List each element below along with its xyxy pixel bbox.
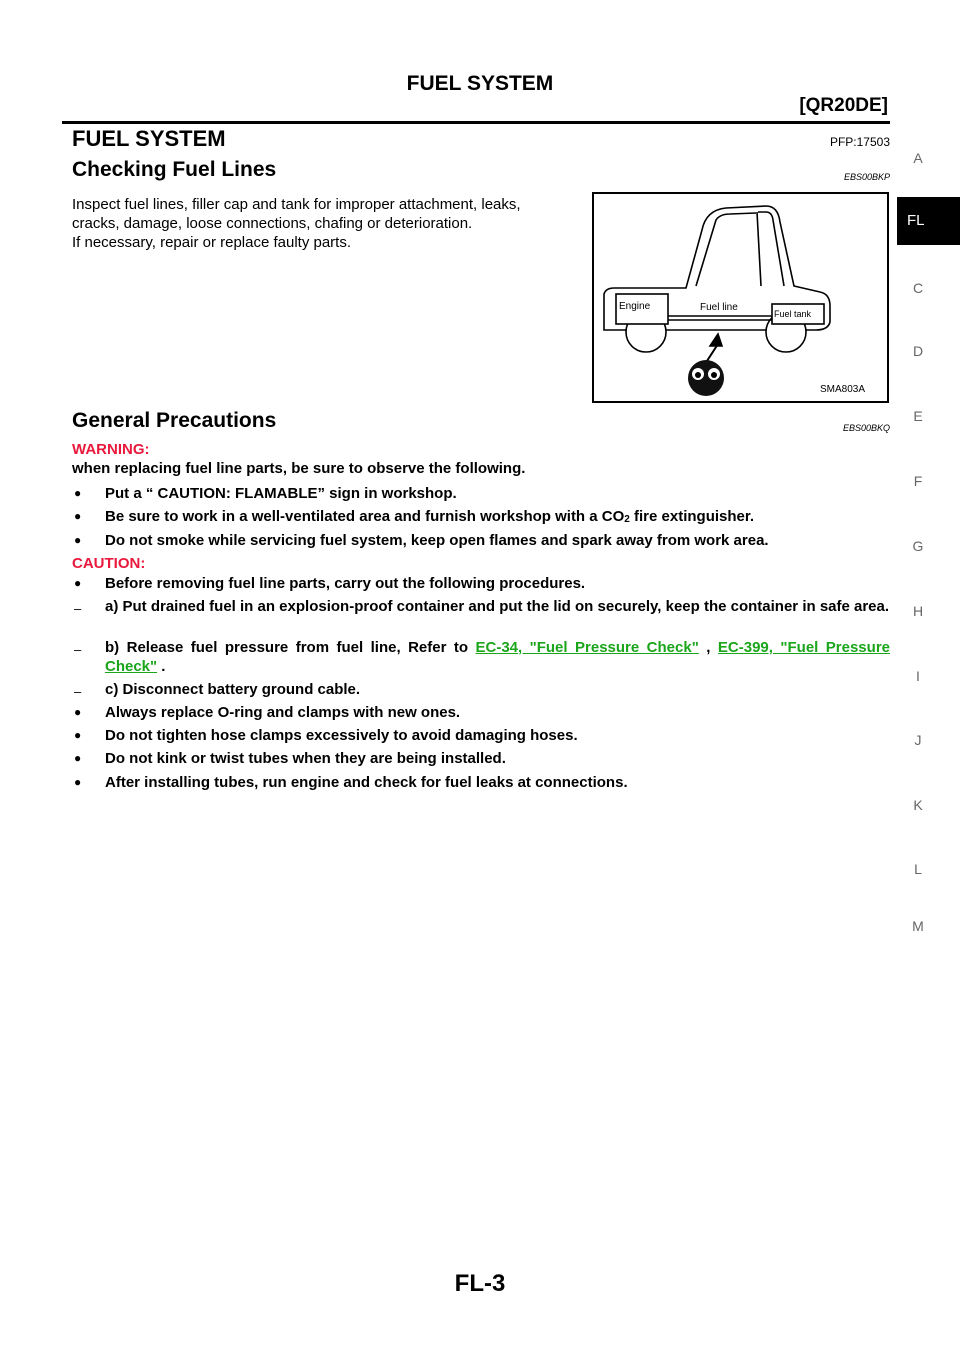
side-index-g[interactable]: G (912, 538, 924, 554)
side-index-k[interactable]: K (913, 797, 923, 813)
side-index-h[interactable]: H (912, 603, 924, 619)
bullet-icon: ● (74, 705, 82, 719)
checking-line: Inspect fuel lines, filler cap and tank for improper attachment, leaks, (72, 196, 521, 213)
figure-fuel-line-label: Fuel line (700, 302, 738, 313)
precautions-title: General Precautions (72, 409, 277, 432)
precautions-code: EBS00BKQ (842, 423, 890, 433)
dash-icon: – (74, 642, 82, 657)
checking-code: EBS00BKP (843, 172, 890, 182)
figure-code: SMA803A (820, 384, 866, 395)
side-index-d[interactable]: D (912, 343, 924, 359)
list-item-text: c) Disconnect battery ground cable. (105, 681, 361, 698)
refer-end: . (157, 658, 166, 675)
co2-subscript: 2 (624, 514, 630, 525)
list-item-text: Put a “ CAUTION: FLAMABLE” sign in workshop. (105, 485, 457, 502)
dash-icon: – (74, 601, 82, 616)
list-item-text: Always replace O-ring and clamps with new ones. (105, 704, 461, 721)
bullet-icon: ● (74, 576, 82, 590)
figure-engine-label: Engine (619, 301, 651, 312)
link-ec-34[interactable]: EC-34, "Fuel Pressure Check" (475, 639, 699, 656)
co2-text-pre: Be sure to work in a well-ventilated area and furnish workshop with a CO (105, 508, 625, 525)
side-index-l[interactable]: L (914, 861, 922, 877)
co2-text-post: fire extinguisher. (629, 508, 755, 525)
list-item-text: Do not tighten hose clamps excessively to avoid damaging hoses. (105, 727, 578, 744)
header-rule (62, 121, 890, 124)
caution-label: CAUTION: (72, 555, 146, 572)
bullet-icon: ● (74, 486, 82, 500)
pfp-code: PFP:17503 (829, 135, 890, 149)
side-index-c[interactable]: C (912, 280, 924, 296)
bullet-icon: ● (74, 775, 82, 789)
checking-line: If necessary, repair or replace faulty parts. (72, 234, 352, 251)
list-item-text (105, 638, 890, 676)
warning-label: WARNING: (72, 441, 150, 458)
side-index-e[interactable]: E (913, 408, 923, 424)
figure-fuel-tank-label: Fuel tank (774, 309, 812, 319)
list-item-text: a) Put drained fuel in an explosion-proof container and put the lid on securely, keep the container in safe area. (105, 598, 890, 615)
checking-line: cracks, damage, loose connections, chafing or deterioration. (72, 215, 473, 232)
header-engine: [QR20DE] (799, 95, 888, 116)
list-item-text (105, 507, 890, 529)
checking-paragraph (72, 195, 582, 252)
refer-text: b) Release fuel pressure from fuel line, Refer to (105, 639, 476, 656)
side-index-m[interactable]: M (912, 918, 924, 934)
side-index-a[interactable]: A (913, 150, 923, 166)
list-item-text: After installing tubes, run engine and check for fuel leaks at connections. (105, 774, 628, 791)
warning-intro: when replacing fuel line parts, be sure to observe the following. (72, 460, 526, 477)
bullet-icon: ● (74, 533, 82, 547)
section-title: FUEL SYSTEM (72, 126, 226, 151)
side-index-fl[interactable]: FL (897, 197, 960, 245)
checking-title: Checking Fuel Lines (72, 158, 277, 181)
header-title: FUEL SYSTEM (406, 72, 554, 95)
car-fuel-line-figure (592, 192, 889, 403)
side-index-i[interactable]: I (916, 668, 920, 684)
list-item-text: Do not smoke while servicing fuel system, keep open flames and spark away from work area. (105, 532, 769, 549)
car-illustration (594, 194, 887, 401)
page-number: FL-3 (454, 1270, 506, 1297)
side-index-j[interactable]: J (914, 732, 922, 748)
bullet-icon: ● (74, 509, 82, 523)
dash-icon: – (74, 684, 82, 699)
inspector-face-icon (688, 360, 724, 396)
bullet-icon: ● (74, 751, 82, 765)
bullet-icon: ● (74, 728, 82, 742)
side-index-f[interactable]: F (913, 473, 923, 489)
list-item-text: Do not kink or twist tubes when they are being installed. (105, 750, 506, 767)
link-ec-399[interactable]: EC-399, "Fuel Pressure Check" (105, 639, 890, 675)
list-item-text: Before removing fuel line parts, carry out the following procedures. (105, 575, 586, 592)
link-separator: , (698, 639, 718, 656)
